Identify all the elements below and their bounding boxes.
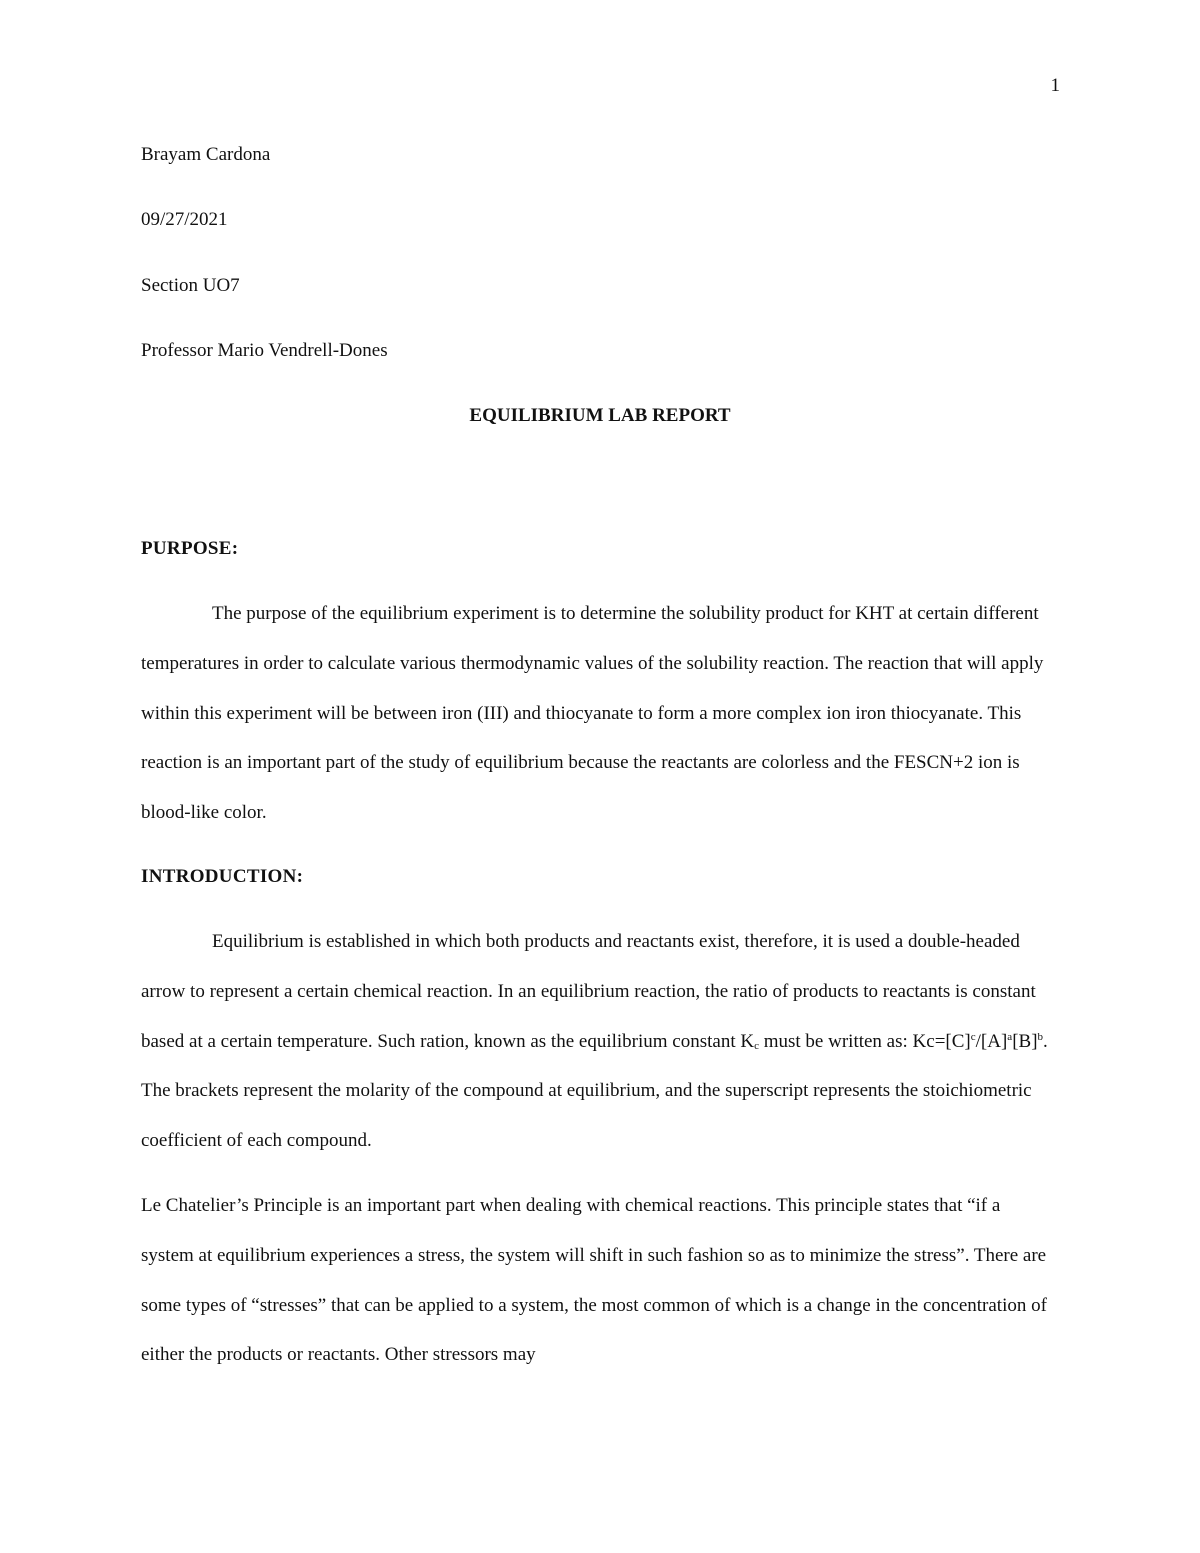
introduction-heading: INTRODUCTION:	[141, 866, 304, 887]
intro-text-part5: . The brackets represent the molarity of the compound at equilibrium, and the superscript represents the stoichiometric coefficient of each compound.	[141, 1030, 1048, 1152]
introduction-paragraph-2: Le Chatelier’s Principle is an important part when dealing with chemical reactions. This principle states that “if a system at equilibrium experiences a stress, the system will shift in such fashion so as to minimize the stress”. There are some types of “stresses” that can be applied to a system, the most common of which is a change in the concentration of either the products or reactants. Other stressors may	[141, 1195, 1047, 1366]
intro-text-part1: Equilibrium is established in which both products and reactants exist, therefore, it is used a double-headed arrow to represent a certain chemical reaction. In an equilibrium reaction, the ratio of products to reactants is constant based at a certain temperature. Such ration, known as the equilibrium constant K	[141, 931, 1036, 1052]
kc-subscript: c	[754, 1039, 759, 1052]
page-number: 1	[1050, 75, 1060, 96]
course-section: Section UO7	[141, 275, 240, 296]
purpose-paragraph: The purpose of the equilibrium experiment is to determine the solubility product for KHT at certain different temperatures in order to calculate various thermodynamic values of the solubility reaction. The reaction that will apply within this experiment will be between iron (III) and thiocyanate to form a more complex ion iron thiocyanate. This reaction is an important part of the study of equilibrium because the reactants are colorless and the FESCN+2 ion is blood-like color.	[141, 603, 1044, 824]
professor-name: Professor Mario Vendrell-Dones	[141, 340, 388, 361]
report-title: EQUILIBRIUM LAB REPORT	[469, 405, 731, 426]
purpose-heading: PURPOSE:	[141, 538, 239, 559]
author-name: Brayam Cardona	[141, 144, 271, 165]
intro-text-part2: must be written as: Kc=[C]	[758, 1030, 971, 1052]
superscript-b: b	[1037, 1030, 1044, 1043]
intro-text-part4: [B]	[1012, 1030, 1038, 1052]
superscript-a: a	[1007, 1030, 1013, 1043]
introduction-paragraph-1	[141, 917, 1053, 1166]
report-date: 09/27/2021	[141, 209, 228, 230]
superscript-c: c	[970, 1030, 976, 1043]
intro-text-part3: /[A]	[975, 1030, 1008, 1052]
